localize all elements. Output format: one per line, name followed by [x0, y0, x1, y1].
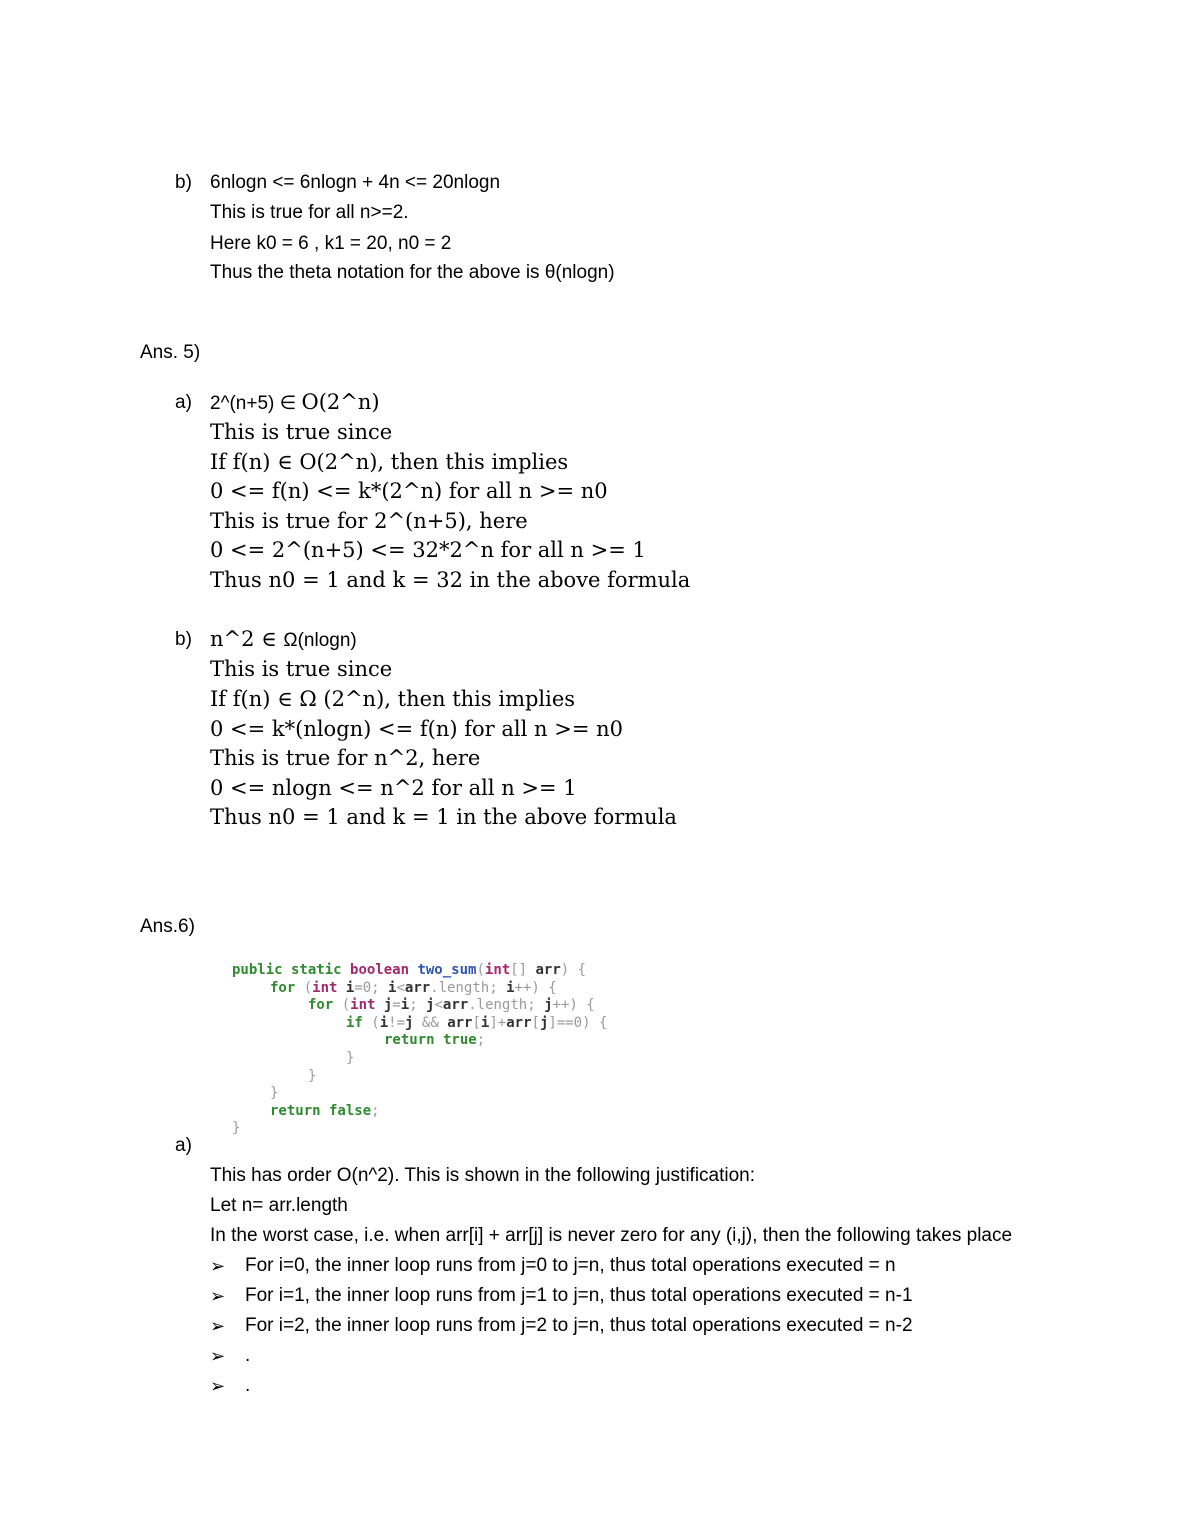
- code-line: for (int i=0; i<arr.length; i++) {: [270, 979, 557, 996]
- code-line: }: [308, 1067, 317, 1084]
- ans5b-statement: [210, 627, 357, 652]
- bullet-text: .: [245, 1375, 251, 1396]
- arrow-bullet-icon: ➢: [210, 1376, 226, 1397]
- statement-sans-part: Ω(nlogn): [283, 630, 357, 651]
- text-line: If f(n) ∈ Ω (2^n), then this implies: [210, 687, 576, 711]
- code-snippet-image: [232, 962, 652, 1152]
- bullet-text: For i=2, the inner loop runs from j=2 to j=n, thus total operations executed = n-2: [245, 1315, 913, 1336]
- list-marker-b: b): [175, 629, 192, 650]
- text-line: This is true since: [210, 657, 393, 681]
- code-line: return false;: [270, 1102, 380, 1119]
- ans5a-statement: [210, 390, 380, 415]
- text-line: 0 <= 2^(n+5) <= 32*2^n for all n >= 1: [210, 538, 646, 562]
- arrow-bullet-icon: ➢: [210, 1316, 226, 1337]
- text-line: 0 <= nlogn <= n^2 for all n >= 1: [210, 776, 577, 800]
- text-line: This is true for 2^(n+5), here: [210, 509, 528, 533]
- text-line: In the worst case, i.e. when arr[i] + arr[j] is never zero for any (i,j), then the following takes place: [210, 1225, 1013, 1246]
- text-line: If f(n) ∈ O(2^n), then this implies: [210, 450, 569, 474]
- statement-sans-part: 2^(n+5) ∈: [210, 393, 302, 414]
- text-line: Thus n0 = 1 and k = 1 in the above formula: [210, 805, 677, 829]
- code-line: public static boolean two_sum(int[] arr) {: [232, 962, 587, 978]
- bullet-text: .: [245, 1345, 251, 1366]
- text-line: Thus the theta notation for the above is θ(nlogn): [210, 262, 615, 283]
- bullet-text: For i=0, the inner loop runs from j=0 to j=n, thus total operations executed = n: [245, 1255, 896, 1276]
- code-line: return true;: [384, 1032, 486, 1049]
- code-line: for (int j=i; j<arr.length; j++) {: [308, 997, 595, 1014]
- text-line: 0 <= k*(nlogn) <= f(n) for all n >= n0: [210, 717, 623, 741]
- code-line: if (i!=j && arr[i]+arr[j]==0) {: [346, 1014, 608, 1031]
- list-marker-a: a): [175, 392, 192, 413]
- statement-serif-part: O(2^n): [301, 390, 380, 414]
- text-line: This is true since: [210, 420, 393, 444]
- code-line: }: [232, 1120, 241, 1137]
- text-line: This is true for all n>=2.: [210, 202, 409, 223]
- text-line: Let n= arr.length: [210, 1195, 348, 1216]
- bullet-text: For i=1, the inner loop runs from j=1 to j=n, thus total operations executed = n-1: [245, 1285, 913, 1306]
- arrow-bullet-icon: ➢: [210, 1286, 226, 1307]
- arrow-bullet-icon: ➢: [210, 1346, 226, 1367]
- code-line: }: [346, 1049, 355, 1066]
- list-marker-a: a): [175, 1135, 192, 1156]
- code-line: }: [270, 1085, 279, 1102]
- ans6-heading: Ans.6): [140, 916, 195, 937]
- text-line: 0 <= f(n) <= k*(2^n) for all n >= n0: [210, 479, 608, 503]
- text-line: Here k0 = 6 , k1 = 20, n0 = 2: [210, 233, 452, 254]
- inequality-line: 6nlogn <= 6nlogn + 4n <= 20nlogn: [210, 172, 501, 193]
- ans5-heading: Ans. 5): [140, 342, 201, 363]
- text-line: This is true for n^2, here: [210, 746, 481, 770]
- text-line: This has order O(n^2). This is shown in the following justification:: [210, 1165, 756, 1186]
- list-marker-b: b): [175, 172, 192, 193]
- text-line: Thus n0 = 1 and k = 32 in the above formula: [210, 568, 691, 592]
- arrow-bullet-icon: ➢: [210, 1256, 226, 1277]
- statement-serif-part: n^2 ∈: [210, 627, 284, 651]
